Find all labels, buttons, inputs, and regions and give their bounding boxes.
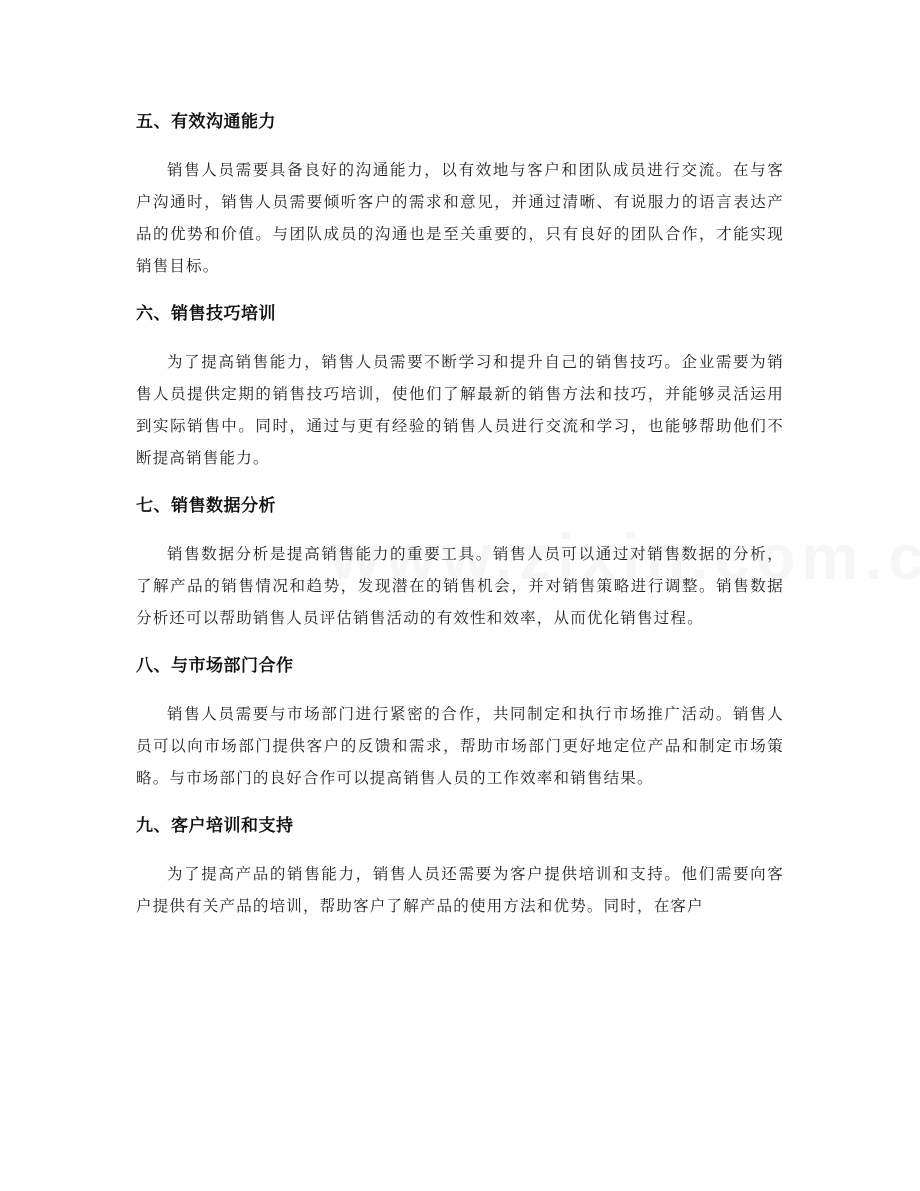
section-paragraph: 销售人员需要与市场部门进行紧密的合作，共同制定和执行市场推广活动。销售人员可以向市场部门提供客户的反馈和需求，帮助市场部门更好地定位产品和制定市场策略。与市场部门的良好合作可以提高销售人员的工作效率和销售结果。 — [136, 705, 784, 787]
section-heading: 九、客户培训和支持 — [136, 816, 294, 836]
section-7 — [136, 488, 784, 634]
section-heading: 六、销售技巧培训 — [136, 304, 276, 324]
section-heading: 五、有效沟通能力 — [136, 112, 276, 132]
document-body — [136, 104, 784, 936]
section-5 — [136, 104, 784, 282]
section-paragraph: 销售人员需要具备良好的沟通能力，以有效地与客户和团队成员进行交流。在与客户沟通时，销售人员需要倾听客户的需求和意见，并通过清晰、有说服力的语言表达产品的优势和价值。与团队成员的沟通也是至关重要的，只有良好的团队合作，才能实现销售目标。 — [136, 161, 784, 275]
section-heading: 七、销售数据分析 — [136, 496, 276, 516]
section-heading: 八、与市场部门合作 — [136, 656, 294, 676]
section-8 — [136, 648, 784, 794]
section-9 — [136, 808, 784, 922]
section-paragraph: 销售数据分析是提高销售能力的重要工具。销售人员可以通过对销售数据的分析，了解产品的销售情况和趋势，发现潜在的销售机会，并对销售策略进行调整。销售数据分析还可以帮助销售人员评估销售活动的有效性和效率，从而优化销售过程。 — [136, 545, 784, 627]
section-6 — [136, 296, 784, 474]
section-paragraph: 为了提高产品的销售能力，销售人员还需要为客户提供培训和支持。他们需要向客户提供有关产品的培训，帮助客户了解产品的使用方法和优势。同时，在客户 — [136, 865, 784, 915]
section-paragraph: 为了提高销售能力，销售人员需要不断学习和提升自己的销售技巧。企业需要为销售人员提供定期的销售技巧培训，使他们了解最新的销售方法和技巧，并能够灵活运用到实际销售中。同时，通过与更有经验的销售人员进行交流和学习，也能够帮助他们不断提高销售能力。 — [136, 353, 784, 467]
